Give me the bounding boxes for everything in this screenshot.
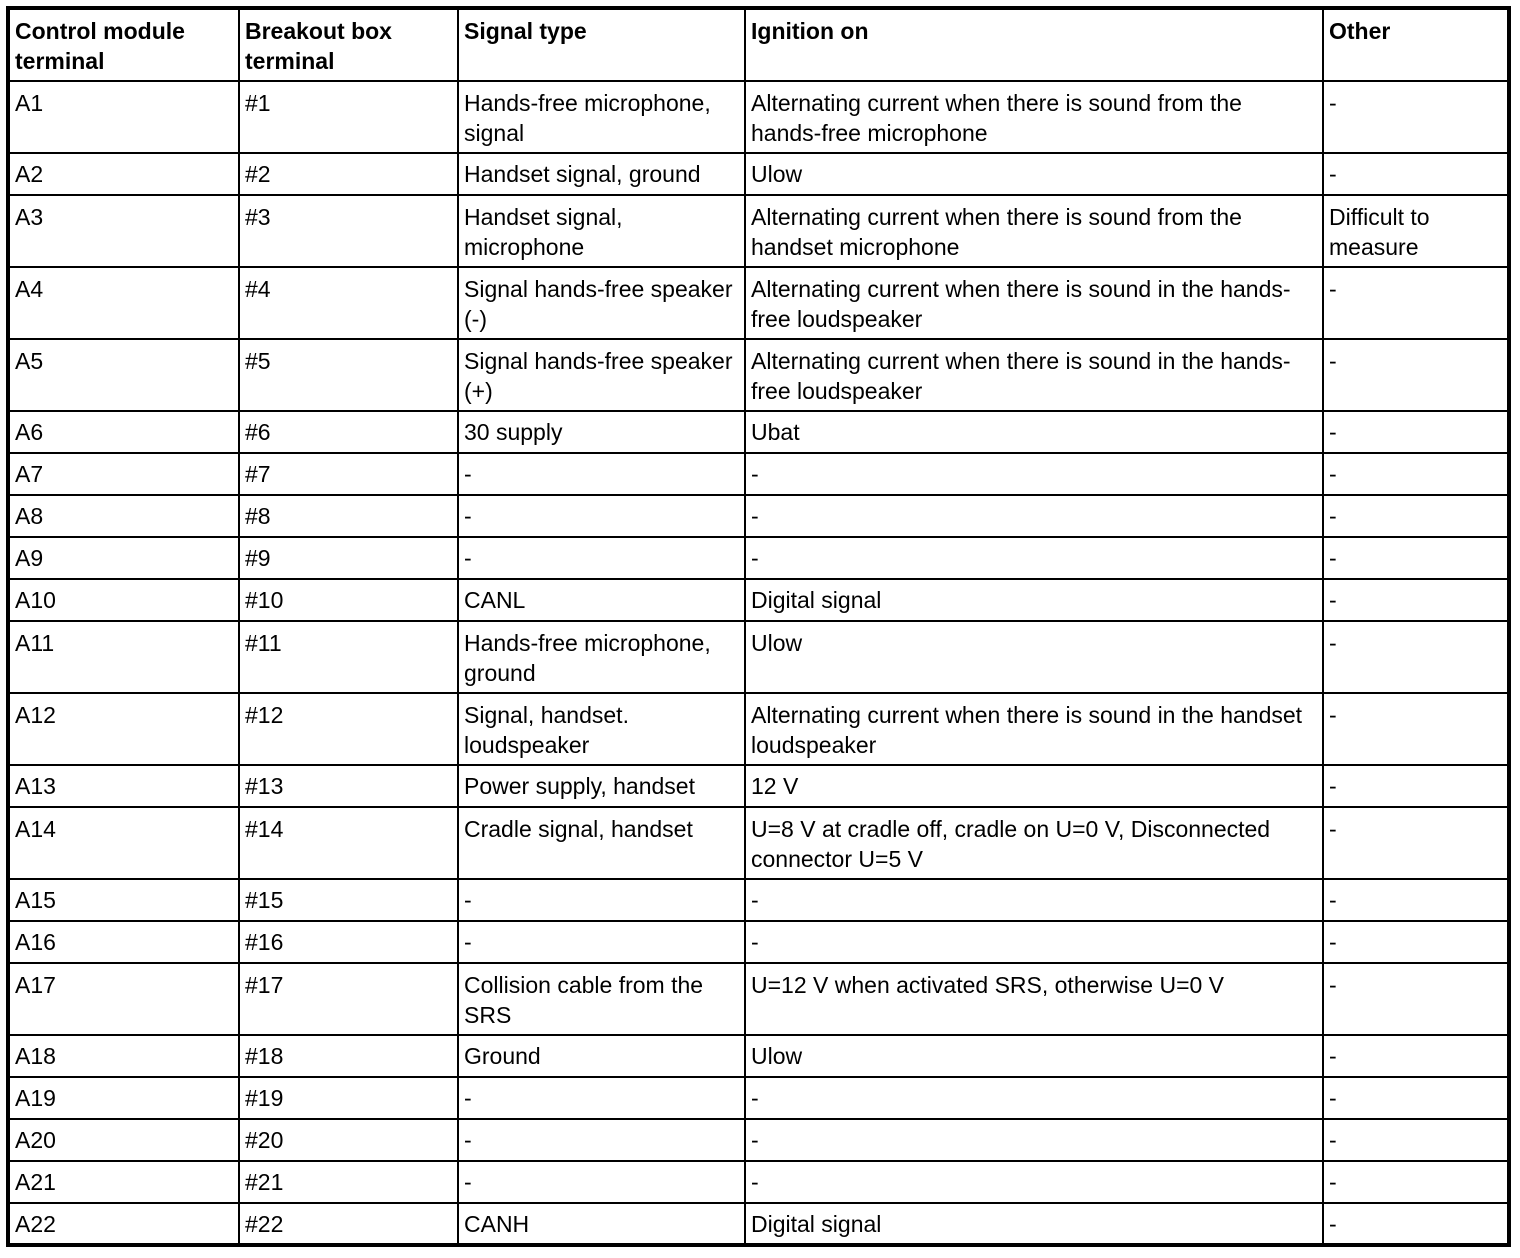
ignition-on-cell: Ubat bbox=[745, 411, 1323, 453]
control-module-terminal-cell: A14 bbox=[8, 807, 239, 879]
table-row bbox=[8, 579, 1509, 621]
control-module-terminal-cell: A10 bbox=[8, 579, 239, 621]
breakout-box-terminal-cell: #8 bbox=[239, 495, 458, 537]
signal-type-cell: - bbox=[458, 1119, 745, 1161]
ignition-on-cell: Alternating current when there is sound in the handset loudspeaker bbox=[745, 693, 1323, 765]
breakout-box-terminal-cell: #5 bbox=[239, 339, 458, 411]
other-cell: - bbox=[1323, 693, 1509, 765]
table-row bbox=[8, 621, 1509, 693]
control-module-terminal-cell: A9 bbox=[8, 537, 239, 579]
table-row bbox=[8, 411, 1509, 453]
ignition-on-cell: Ulow bbox=[745, 1035, 1323, 1077]
breakout-box-terminal-cell: #22 bbox=[239, 1203, 458, 1245]
ignition-on-cell: - bbox=[745, 921, 1323, 963]
breakout-box-terminal-cell: #12 bbox=[239, 693, 458, 765]
other-cell: - bbox=[1323, 495, 1509, 537]
control-module-terminal-cell: A15 bbox=[8, 879, 239, 921]
ignition-on-cell: - bbox=[745, 1077, 1323, 1119]
ignition-on-cell: Alternating current when there is sound from the handset microphone bbox=[745, 195, 1323, 267]
ignition-on-cell: - bbox=[745, 453, 1323, 495]
ignition-on-cell: Digital signal bbox=[745, 1203, 1323, 1245]
other-cell: - bbox=[1323, 411, 1509, 453]
breakout-box-terminal-cell: #1 bbox=[239, 81, 458, 153]
ignition-on-cell: - bbox=[745, 537, 1323, 579]
header-control-module-terminal: Control module terminal bbox=[8, 8, 239, 81]
signal-type-cell: Signal hands-free speaker (-) bbox=[458, 267, 745, 339]
breakout-box-terminal-cell: #18 bbox=[239, 1035, 458, 1077]
table-row bbox=[8, 453, 1509, 495]
header-signal-type: Signal type bbox=[458, 8, 745, 81]
other-cell: - bbox=[1323, 921, 1509, 963]
table-row bbox=[8, 153, 1509, 195]
table-row bbox=[8, 765, 1509, 807]
breakout-box-terminal-cell: #9 bbox=[239, 537, 458, 579]
table-row bbox=[8, 1161, 1509, 1203]
breakout-box-terminal-cell: #16 bbox=[239, 921, 458, 963]
control-module-terminal-cell: A18 bbox=[8, 1035, 239, 1077]
control-module-terminal-cell: A2 bbox=[8, 153, 239, 195]
control-module-terminal-cell: A4 bbox=[8, 267, 239, 339]
control-module-terminal-cell: A11 bbox=[8, 621, 239, 693]
other-cell: Difficult to measure bbox=[1323, 195, 1509, 267]
terminal-table bbox=[6, 6, 1511, 1247]
signal-type-cell: - bbox=[458, 1161, 745, 1203]
table-row bbox=[8, 879, 1509, 921]
ignition-on-cell: U=12 V when activated SRS, otherwise U=0 V bbox=[745, 963, 1323, 1035]
breakout-box-terminal-cell: #13 bbox=[239, 765, 458, 807]
other-cell: - bbox=[1323, 963, 1509, 1035]
breakout-box-terminal-cell: #11 bbox=[239, 621, 458, 693]
signal-type-cell: Collision cable from the SRS bbox=[458, 963, 745, 1035]
breakout-box-terminal-cell: #19 bbox=[239, 1077, 458, 1119]
ignition-on-cell: - bbox=[745, 495, 1323, 537]
breakout-box-terminal-cell: #15 bbox=[239, 879, 458, 921]
signal-type-cell: - bbox=[458, 537, 745, 579]
other-cell: - bbox=[1323, 1119, 1509, 1161]
other-cell: - bbox=[1323, 153, 1509, 195]
breakout-box-terminal-cell: #2 bbox=[239, 153, 458, 195]
header-row bbox=[8, 8, 1509, 81]
control-module-terminal-cell: A3 bbox=[8, 195, 239, 267]
header-ignition-on: Ignition on bbox=[745, 8, 1323, 81]
other-cell: - bbox=[1323, 267, 1509, 339]
ignition-on-cell: - bbox=[745, 1161, 1323, 1203]
table-row bbox=[8, 963, 1509, 1035]
other-cell: - bbox=[1323, 1035, 1509, 1077]
table-row bbox=[8, 807, 1509, 879]
signal-type-cell: - bbox=[458, 495, 745, 537]
signal-type-cell: Signal hands-free speaker (+) bbox=[458, 339, 745, 411]
other-cell: - bbox=[1323, 879, 1509, 921]
signal-type-cell: Signal, handset. loudspeaker bbox=[458, 693, 745, 765]
breakout-box-terminal-cell: #7 bbox=[239, 453, 458, 495]
control-module-terminal-cell: A17 bbox=[8, 963, 239, 1035]
signal-type-cell: - bbox=[458, 1077, 745, 1119]
control-module-terminal-cell: A7 bbox=[8, 453, 239, 495]
ignition-on-cell: Alternating current when there is sound in the hands-free loudspeaker bbox=[745, 339, 1323, 411]
ignition-on-cell: - bbox=[745, 1119, 1323, 1161]
table-row bbox=[8, 339, 1509, 411]
control-module-terminal-cell: A20 bbox=[8, 1119, 239, 1161]
control-module-terminal-cell: A16 bbox=[8, 921, 239, 963]
signal-type-cell: 30 supply bbox=[458, 411, 745, 453]
other-cell: - bbox=[1323, 1161, 1509, 1203]
signal-type-cell: - bbox=[458, 921, 745, 963]
table-row bbox=[8, 195, 1509, 267]
other-cell: - bbox=[1323, 339, 1509, 411]
signal-type-cell: Handset signal, microphone bbox=[458, 195, 745, 267]
other-cell: - bbox=[1323, 807, 1509, 879]
table-row bbox=[8, 921, 1509, 963]
ignition-on-cell: Digital signal bbox=[745, 579, 1323, 621]
table-row bbox=[8, 81, 1509, 153]
control-module-terminal-cell: A5 bbox=[8, 339, 239, 411]
signal-type-cell: Handset signal, ground bbox=[458, 153, 745, 195]
signal-type-cell: - bbox=[458, 879, 745, 921]
control-module-terminal-cell: A6 bbox=[8, 411, 239, 453]
ignition-on-cell: Alternating current when there is sound in the hands-free loudspeaker bbox=[745, 267, 1323, 339]
ignition-on-cell: - bbox=[745, 879, 1323, 921]
other-cell: - bbox=[1323, 453, 1509, 495]
signal-type-cell: Hands-free microphone, signal bbox=[458, 81, 745, 153]
control-module-terminal-cell: A13 bbox=[8, 765, 239, 807]
other-cell: - bbox=[1323, 1077, 1509, 1119]
breakout-box-terminal-cell: #4 bbox=[239, 267, 458, 339]
signal-type-cell: CANL bbox=[458, 579, 745, 621]
ignition-on-cell: U=8 V at cradle off, cradle on U=0 V, Disconnected connector U=5 V bbox=[745, 807, 1323, 879]
terminal-table-container bbox=[6, 6, 1511, 1247]
ignition-on-cell: Ulow bbox=[745, 153, 1323, 195]
table-body bbox=[8, 81, 1509, 1245]
header-other: Other bbox=[1323, 8, 1509, 81]
ignition-on-cell: 12 V bbox=[745, 765, 1323, 807]
signal-type-cell: Cradle signal, handset bbox=[458, 807, 745, 879]
signal-type-cell: CANH bbox=[458, 1203, 745, 1245]
control-module-terminal-cell: A19 bbox=[8, 1077, 239, 1119]
header-breakout-box-terminal: Breakout box terminal bbox=[239, 8, 458, 81]
other-cell: - bbox=[1323, 765, 1509, 807]
signal-type-cell: Power supply, handset bbox=[458, 765, 745, 807]
table-row bbox=[8, 1119, 1509, 1161]
table-row bbox=[8, 1077, 1509, 1119]
breakout-box-terminal-cell: #6 bbox=[239, 411, 458, 453]
breakout-box-terminal-cell: #21 bbox=[239, 1161, 458, 1203]
breakout-box-terminal-cell: #17 bbox=[239, 963, 458, 1035]
breakout-box-terminal-cell: #10 bbox=[239, 579, 458, 621]
other-cell: - bbox=[1323, 579, 1509, 621]
other-cell: - bbox=[1323, 537, 1509, 579]
ignition-on-cell: Ulow bbox=[745, 621, 1323, 693]
table-row bbox=[8, 1203, 1509, 1245]
other-cell: - bbox=[1323, 621, 1509, 693]
table-row bbox=[8, 537, 1509, 579]
breakout-box-terminal-cell: #20 bbox=[239, 1119, 458, 1161]
table-row bbox=[8, 495, 1509, 537]
table-row bbox=[8, 1035, 1509, 1077]
signal-type-cell: - bbox=[458, 453, 745, 495]
signal-type-cell: Hands-free microphone, ground bbox=[458, 621, 745, 693]
control-module-terminal-cell: A21 bbox=[8, 1161, 239, 1203]
other-cell: - bbox=[1323, 1203, 1509, 1245]
control-module-terminal-cell: A8 bbox=[8, 495, 239, 537]
ignition-on-cell: Alternating current when there is sound from the hands-free microphone bbox=[745, 81, 1323, 153]
breakout-box-terminal-cell: #14 bbox=[239, 807, 458, 879]
signal-type-cell: Ground bbox=[458, 1035, 745, 1077]
control-module-terminal-cell: A12 bbox=[8, 693, 239, 765]
table-row bbox=[8, 693, 1509, 765]
control-module-terminal-cell: A1 bbox=[8, 81, 239, 153]
breakout-box-terminal-cell: #3 bbox=[239, 195, 458, 267]
table-row bbox=[8, 267, 1509, 339]
control-module-terminal-cell: A22 bbox=[8, 1203, 239, 1245]
other-cell: - bbox=[1323, 81, 1509, 153]
